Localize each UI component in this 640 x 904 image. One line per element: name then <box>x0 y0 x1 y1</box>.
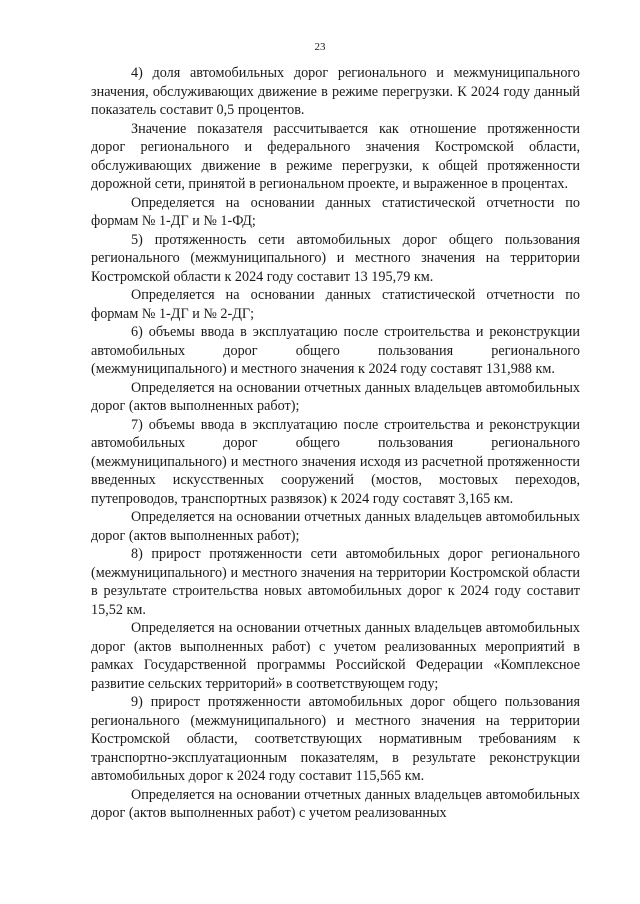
paragraph-indicator-8: 8) прирост протяженности сети автомобильных дорог регионального (межмуниципального) и местного значения на территории Костромской области в результате строительства новых автомобильных дорог к 2024 году составит 15,52 км. <box>91 546 580 618</box>
paragraph-calculation-method: Значение показателя рассчитывается как отношение протяженности дорог регионального и федерального значения Костромской области, обслуживающих движение в режиме перегрузки, к общей протяженности дорожной сети, принятой в региональном проекте, и выраженное в процентах. <box>91 120 580 192</box>
paragraph-source-3: Определяется на основании отчетных данных владельцев автомобильных дорог (актов выполненных работ); <box>91 379 580 414</box>
page-number: 23 <box>314 41 326 53</box>
document-body <box>91 64 580 823</box>
paragraph-source-4: Определяется на основании отчетных данных владельцев автомобильных дорог (актов выполненных работ); <box>91 509 580 544</box>
paragraph-indicator-6: 6) объемы ввода в эксплуатацию после строительства и реконструкции автомобильных дорог общего пользования регионального (межмуниципального) и местного значения к 2024 году составят 131,988 км. <box>91 324 580 377</box>
paragraph-source-1: Определяется на основании данных статистической отчетности по формам № 1-ДГ и № 1-ФД; <box>91 194 580 229</box>
paragraph-indicator-9: 9) прирост протяженности автомобильных дорог общего пользования регионального (межмуниципального) и местного значения на территории Костромской области, соответствующих нормативным требованиям к транспортно-эксплуатационным показателям, в результате реконструкции автомобильных дорог к 2024 году составит 115,565 км. <box>91 694 580 784</box>
paragraph-source-2: Определяется на основании данных статистической отчетности по формам № 1-ДГ и № 2-ДГ; <box>91 287 580 322</box>
paragraph-indicator-7: 7) объемы ввода в эксплуатацию после строительства и реконструкции автомобильных дорог общего пользования регионального (межмуниципального) и местного значения исходя из расчетной протяженности введенных искусственных сооружений (мостов, мостовых переходов, путепроводов, транспортных развязок) к 2024 году составят 3,165 км. <box>91 416 580 507</box>
paragraph-source-6: Определяется на основании отчетных данных владельцев автомобильных дорог (актов выполненных работ) с учетом реализованных <box>91 786 580 821</box>
paragraph-indicator-4: 4) доля автомобильных дорог регионального и межмуниципального значения, обслуживающих движение в режиме перегрузки. К 2024 году данный показатель составит 0,5 процентов. <box>91 65 580 118</box>
paragraph-source-5: Определяется на основании отчетных данных владельцев автомобильных дорог (актов выполненных работ) с учетом реализованных мероприятий в рамках Государственной программы Российской Федерации «Комплексное развитие сельских территорий» в соответствующем году; <box>91 620 580 692</box>
paragraph-indicator-5: 5) протяженность сети автомобильных дорог общего пользования регионального (межмуниципального) и местного значения на территории Костромской области к 2024 году составит 13 195,79 км. <box>91 231 580 285</box>
